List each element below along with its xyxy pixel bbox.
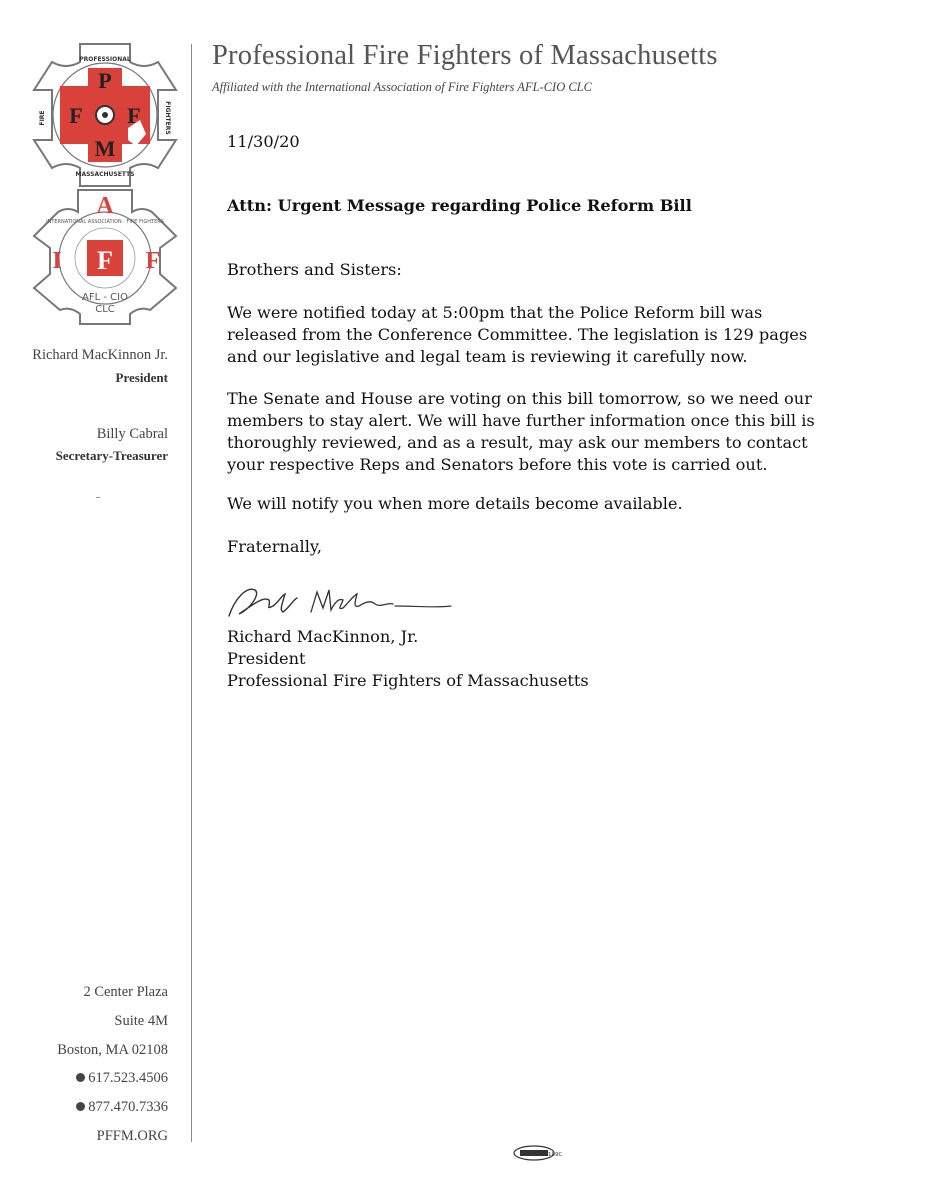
paragraph-2-line: thoroughly reviewed, and as a result, may ask our members to contact xyxy=(227,433,808,452)
fax-icon xyxy=(76,1102,85,1111)
officer-title-1: President xyxy=(115,370,168,385)
iaff-letter-f-right: F xyxy=(145,248,161,274)
signer-title: President xyxy=(227,649,306,668)
officer-name-2: Billy Cabral xyxy=(96,426,168,442)
paragraph-1 xyxy=(227,302,807,368)
paragraph-2-line: members to stay alert. We will have further information once this bill is xyxy=(227,411,815,430)
paragraph-2 xyxy=(227,388,815,476)
letter-salutation: Brothers and Sisters: xyxy=(227,260,402,279)
sidebar-mark xyxy=(96,497,100,498)
officer-title-2: Secretary-Treasurer xyxy=(55,448,168,463)
iaff-letter-i: I xyxy=(52,248,62,274)
officer-name-1: Richard MacKinnon Jr. xyxy=(32,347,168,363)
iaff-ring-text: INTERNATIONAL ASSOCIATION · FIRE FIGHTERS xyxy=(46,219,164,225)
signer-name: Richard MacKinnon, Jr. xyxy=(227,627,419,646)
iaff-clc-text: CLC xyxy=(95,304,115,315)
union-bug xyxy=(512,1144,574,1162)
phone-icon xyxy=(76,1073,85,1082)
iaff-letter-a: A xyxy=(96,193,114,219)
signature-image xyxy=(225,576,455,624)
pffm-letter-m: M xyxy=(94,136,116,161)
iaff-letter-f-center: F xyxy=(97,246,113,275)
iaff-logo xyxy=(32,188,178,326)
pffm-letter-f-right: F xyxy=(127,103,141,128)
paragraph-1-line: and our legislative and legal team is reviewing it carefully now. xyxy=(227,347,748,366)
iaff-afl-text: AFL - CIO xyxy=(82,292,128,303)
fax-line xyxy=(76,1099,168,1116)
pffm-logo xyxy=(32,42,178,188)
signer-org: Professional Fire Fighters of Massachusetts xyxy=(227,671,589,690)
letter-closing: Fraternally, xyxy=(227,537,323,556)
pffm-top-text: PROFESSIONAL xyxy=(79,56,131,63)
pffm-right-text: FIGHTERS xyxy=(164,101,171,135)
pffm-letter-f-left: F xyxy=(69,103,83,128)
paragraph-2-line: your respective Reps and Senators before this vote is carried out. xyxy=(227,455,768,474)
sidebar-divider xyxy=(191,44,192,1142)
pffm-left-text: FIRE xyxy=(39,110,46,126)
union-bug-text: GCC/IBT 109C xyxy=(523,1152,563,1158)
paragraph-2-line: The Senate and House are voting on this bill tomorrow, so we need our xyxy=(227,389,812,408)
address-line-1: 2 Center Plaza xyxy=(83,984,168,1000)
phone-line xyxy=(76,1070,168,1087)
letterhead-title: Professional Fire Fighters of Massachusetts xyxy=(212,40,718,71)
pffm-letter-p: P xyxy=(98,68,112,93)
signer-block xyxy=(227,626,589,692)
address-line-2: Suite 4M xyxy=(114,1013,168,1029)
paragraph-1-line: We were notified today at 5:00pm that the Police Reform bill was xyxy=(227,303,763,322)
fax-number: 877.470.7336 xyxy=(88,1099,168,1115)
pffm-bottom-text: MASSACHUSETTS xyxy=(75,171,135,178)
phone-number: 617.523.4506 xyxy=(88,1070,168,1086)
letter-subject: Attn: Urgent Message regarding Police Reform Bill xyxy=(227,196,692,215)
paragraph-1-line: released from the Conference Committee. The legislation is 129 pages xyxy=(227,325,808,344)
letterhead-affiliation: Affiliated with the International Association of Fire Fighters AFL-CIO CLC xyxy=(212,80,592,94)
address-line-3: Boston, MA 02108 xyxy=(57,1042,168,1058)
website: PFFM.ORG xyxy=(96,1128,168,1144)
paragraph-3: We will notify you when more details become available. xyxy=(227,494,683,513)
letter-date: 11/30/20 xyxy=(227,132,300,151)
